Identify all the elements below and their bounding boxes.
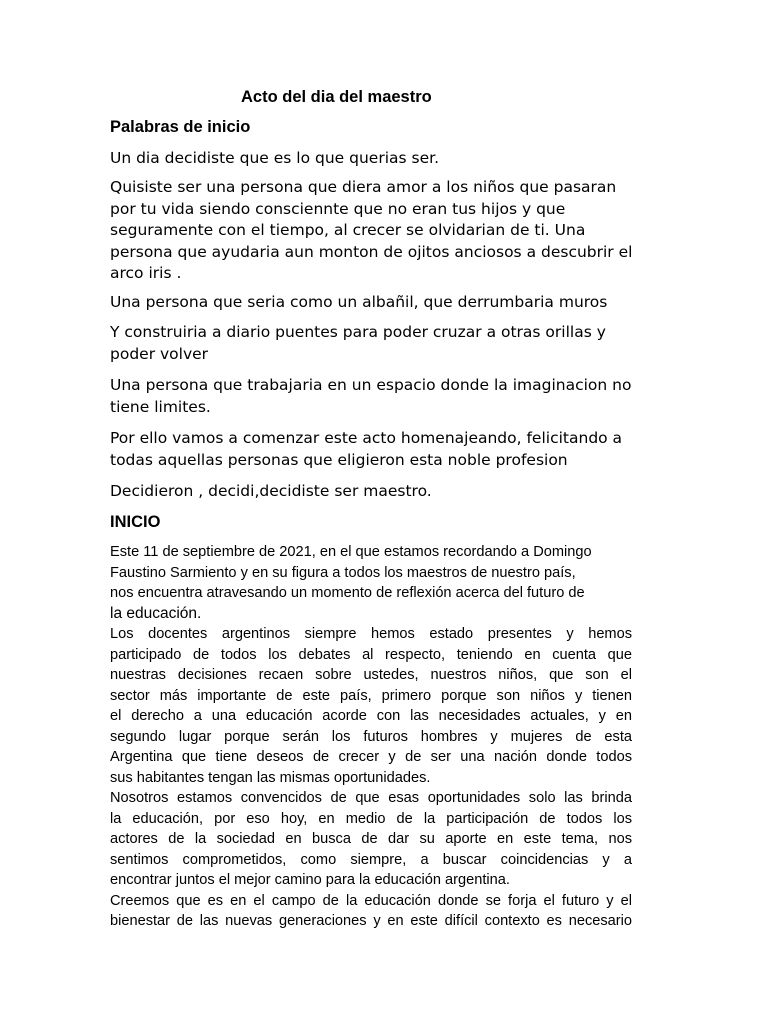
text-line: sus habitantes tengan las mismas oportunidades. [110, 769, 431, 786]
body-text-block [110, 542, 632, 932]
text-line: poder volver [110, 344, 209, 363]
intro-paragraph-7 [110, 481, 670, 503]
text-line: la educación, por eso hoy, en medio de la participación de todos los [110, 810, 632, 827]
text-line: la educación. [110, 604, 202, 622]
intro-paragraph-6 [110, 428, 670, 471]
text-line: Y construiria a diario puentes para poder cruzar a otras orillas y [110, 323, 606, 341]
intro-paragraph-3 [110, 292, 670, 314]
text-line: arco iris . [110, 264, 182, 282]
section-heading-palabras: Palabras de inicio [110, 118, 251, 136]
intro-paragraph-1 [110, 148, 670, 170]
intro-paragraph-4 [110, 322, 670, 365]
text-line: tiene limites. [110, 397, 211, 416]
intro-paragraph-5 [110, 375, 670, 418]
text-line: Por ello vamos a comenzar este acto homenajeando, felicitando a [110, 429, 623, 447]
text-line: persona que ayudaria aun monton de ojitos anciosos a descubrir el [110, 242, 633, 261]
text-line: encontrar juntos el mejor camino para la educación argentina. [110, 872, 510, 888]
text-line: Una persona que trabajaria en un espacio donde la imaginacion no [110, 376, 632, 394]
text-line: por tu vida siendo consciennte que no eran tus hijos y que [110, 199, 566, 218]
text-line: Creemos que es en el campo de la educación donde se forja el futuro y el [110, 892, 632, 909]
text-line: sector más importante de este país, primero porque son niños y tienen [110, 687, 632, 704]
text-line: Argentina que tiene deseos de crecer y de ser una nación donde todos [110, 749, 632, 765]
text-line: Quisiste ser una persona que diera amor a los niños que pasaran [110, 178, 617, 196]
text-line: Decidieron , decidi,decidiste ser maestro. [110, 482, 432, 500]
text-line: Nosotros estamos convencidos de que esas oportunidades solo las brinda [110, 790, 632, 806]
text-line: Un dia decidiste que es lo que querias ser. [110, 149, 440, 167]
text-line: Una persona que seria como un albañil, que derrumbaria muros [110, 293, 608, 311]
text-line: todas aquellas personas que eligieron esta noble profesion [110, 450, 568, 469]
section-heading-inicio: INICIO [110, 513, 161, 531]
text-line: nos encuentra atravesando un momento de reflexión acerca del futuro de [110, 585, 585, 601]
text-line: bienestar de las nuevas generaciones y en este difícil contexto es necesario [110, 913, 632, 929]
document-title: Acto del dia del maestro [241, 88, 432, 106]
text-line: nuestras decisiones recaen sobre ustedes, nuestros niños, que son el [110, 667, 632, 683]
text-line: el derecho a una educación acorde con las necesidades actuales, y en [110, 708, 632, 724]
text-line: Este 11 de septiembre de 2021, en el que estamos recordando a Domingo [110, 544, 592, 560]
text-line: sentimos comprometidos, como siempre, a buscar coincidencias y a [110, 851, 632, 868]
text-line: actores de la sociedad en busca de dar su aporte en este tema, nos [110, 831, 632, 847]
text-line: segundo lugar porque serán los futuros hombres y mujeres de esta [110, 728, 632, 745]
intro-paragraph-2 [110, 177, 670, 285]
text-line: Faustino Sarmiento y en su figura a todos los maestros de nuestro país, [110, 564, 576, 581]
text-line: participado de todos los debates al respecto, teniendo en cuenta que [110, 646, 632, 663]
text-line: seguramente con el tiempo, al crecer se olvidarian de ti. Una [110, 221, 586, 239]
text-line: Los docentes argentinos siempre hemos estado presentes y hemos [110, 626, 632, 642]
